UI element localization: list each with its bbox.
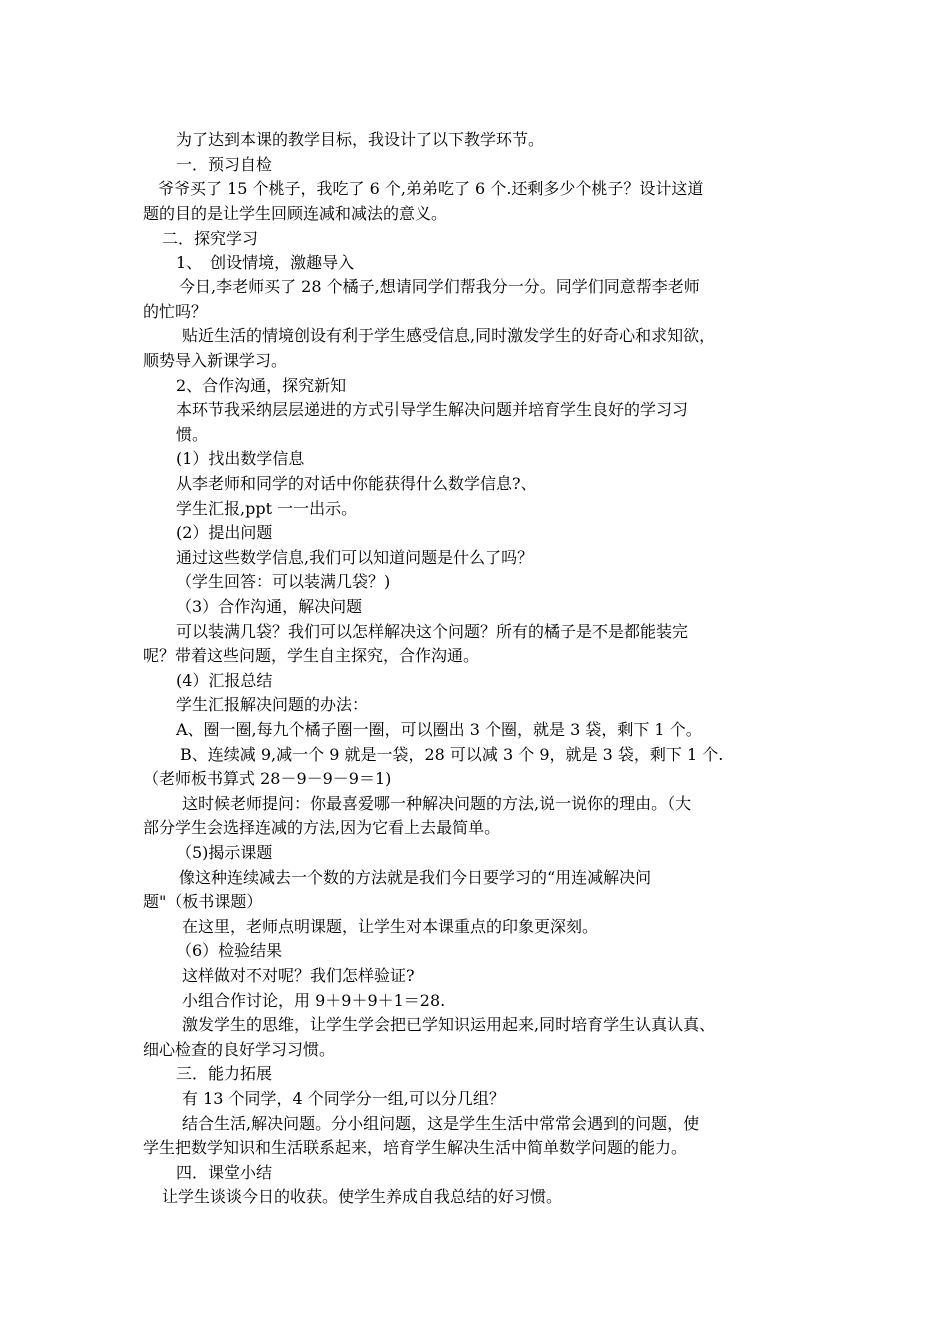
text-line: 有 13 个同学，4 个同学分一组,可以分几组？ bbox=[182, 1089, 505, 1108]
text-line: 通过这些数学信息,我们可以知道问题是什么了吗？ bbox=[176, 548, 534, 567]
sub-heading: 2、合作沟通，探究新知 bbox=[176, 376, 347, 395]
text-line: 顺势导入新课学习。 bbox=[143, 351, 288, 370]
text-line: 这时候老师提问：你最喜爱哪一种解决问题的方法,说一说你的理由。（大 bbox=[182, 794, 692, 813]
section-heading: 二．探究学习 bbox=[162, 229, 259, 248]
section-heading: 三．能力拓展 bbox=[176, 1064, 273, 1083]
text-line: 题"（板书课题） bbox=[143, 892, 263, 911]
text-line: （老师板书算式 28－9－9－9＝1) bbox=[143, 769, 392, 788]
sub-heading: (2）提出问题 bbox=[176, 523, 273, 542]
text-line: 这样做对不对呢？我们怎样验证? bbox=[182, 966, 415, 985]
text-line: 爷爷买了 15 个桃子，我吃了 6 个,弟弟吃了 6 个.还剩多少个桃子？设计这道 bbox=[158, 179, 704, 198]
text-line: 细心检查的良好学习习惯。 bbox=[143, 1040, 336, 1059]
text-line: 学生把数学知识和生活联系起来，培育学生解决生活中简单数学问题的能力。 bbox=[143, 1138, 688, 1157]
text-line: 惯。 bbox=[176, 425, 209, 444]
text-line: 结合生活,解决问题。分小组问题，这是学生生活中常常会遇到的问题，使 bbox=[182, 1114, 700, 1133]
sub-heading: （3）合作沟通，解决问题 bbox=[176, 597, 363, 616]
text-line: 可以装满几袋？我们可以怎样解决这个问题？所有的橘子是不是都能装完 bbox=[176, 622, 689, 641]
text-line: B、连续减 9,减一个 9 就是一袋，28 可以减 3 个 9，就是 3 袋，剩下 1 个. bbox=[180, 745, 724, 764]
text-line: 在这里，老师点明课题，让学生对本课重点的印象更深刻。 bbox=[182, 917, 599, 936]
text-line: 像这种连续减去一个数的方法就是我们今日要学习的“用连减解决问 bbox=[179, 868, 652, 887]
sub-heading: (1）找出数学信息 bbox=[176, 449, 305, 468]
text-line: 本环节我采纳层层递进的方式引导学生解决问题并培育学生良好的学习习 bbox=[176, 400, 689, 419]
text-line: A、圈一圈,每九个橘子圈一圈，可以圈出 3 个圈，就是 3 袋，剩下 1 个。 bbox=[176, 720, 702, 739]
sub-heading: （6）检验结果 bbox=[176, 941, 283, 960]
text-line: 的忙吗？ bbox=[143, 302, 208, 321]
sub-heading: (4）汇报总结 bbox=[176, 671, 273, 690]
text-line: 今日,李老师买了 28 个橘子,想请同学们帮我分一分。同学们同意帮李老师 bbox=[179, 277, 700, 296]
text-line: 学生汇报解决问题的办法： bbox=[176, 695, 369, 714]
section-heading: 一．预习自检 bbox=[176, 155, 273, 174]
sub-heading: （5)揭示课题 bbox=[176, 843, 273, 862]
text-line: 学生汇报,ppt 一一出示。 bbox=[176, 499, 358, 518]
sub-heading: 1、 创设情境，激趣导入 bbox=[176, 253, 355, 272]
text-line: 从李老师和同学的对话中你能获得什么数学信息?、 bbox=[176, 474, 537, 493]
text-line: 部分学生会选择连减的方法,因为它看上去最简单。 bbox=[143, 818, 501, 837]
text-line: 为了达到本课的教学目标，我设计了以下教学环节。 bbox=[176, 130, 545, 149]
text-line: 呢？带着这些问题，学生自主探究，合作沟通。 bbox=[143, 646, 480, 665]
section-heading: 四．课堂小结 bbox=[176, 1163, 273, 1182]
text-line: （学生回答：可以装满几袋？) bbox=[176, 572, 391, 591]
text-line: 让学生谈谈今日的收获。使学生养成自我总结的好习惯。 bbox=[162, 1187, 563, 1206]
text-line: 激发学生的思维，让学生学会把已学知识运用起来,同时培育学生认真认真、 bbox=[182, 1015, 716, 1034]
text-line: 题的目的是让学生回顾连减和减法的意义。 bbox=[143, 204, 448, 223]
text-line: 小组合作讨论，用 9＋9＋9＋1＝28. bbox=[182, 991, 446, 1010]
text-line: 贴近生活的情境创设有利于学生感受信息,同时激发学生的好奇心和求知欲， bbox=[182, 326, 716, 345]
